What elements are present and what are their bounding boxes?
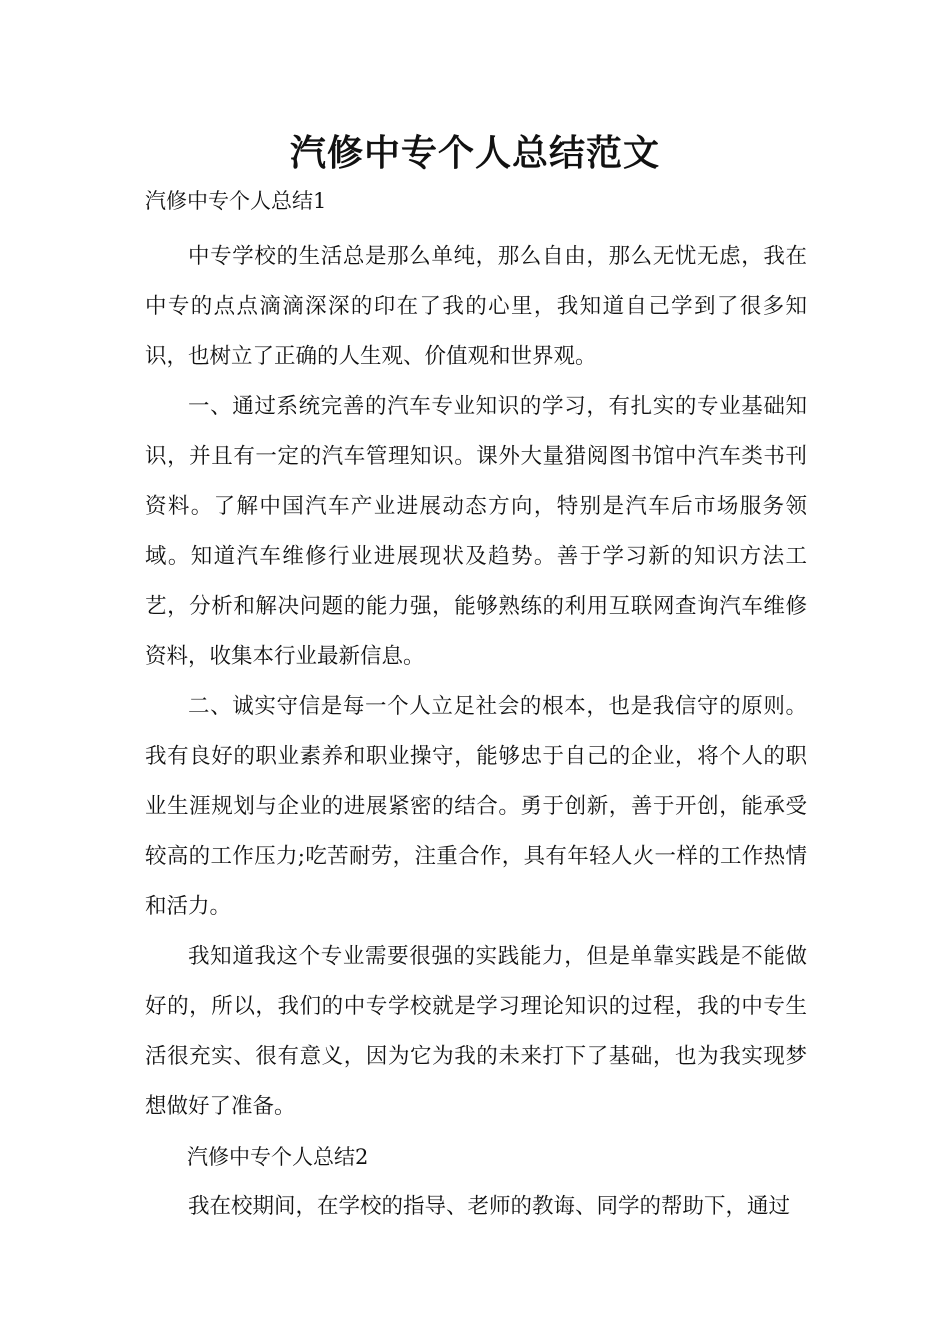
paragraph-conclusion: 我知道我这个专业需要很强的实践能力，但是单靠实践是不能做好的，所以，我们的中专学校就是学习理论知识的过程，我的中专生活很充实、很有意义，因为它为我的未来打下了基础，也为我实现梦想做好了准备。 (145, 944, 807, 1119)
section-heading-2: 汽修中专个人总结2 (187, 1145, 369, 1169)
document-body (145, 183, 807, 1232)
paragraph-section2-start: 我在校期间，在学校的指导、老师的教诲、同学的帮助下，通过 (188, 1194, 791, 1219)
paragraph-point-two: 二、诚实守信是每一个人立足社会的根本，也是我信守的原则。我有良好的职业素养和职业操守，能够忠于自己的企业，将个人的职业生涯规划与企业的进展紧密的结合。勇于创新，善于开创，能承受较高的工作压力;吃苦耐劳，注重合作，具有年轻人火一样的工作热情和活力。 (145, 694, 807, 919)
paragraph-point-one: 一、通过系统完善的汽车专业知识的学习，有扎实的专业基础知识，并且有一定的汽车管理知识。课外大量猎阅图书馆中汽车类书刊资料。了解中国汽车产业进展动态方向，特别是汽车后市场服务领域。知道汽车维修行业进展现状及趋势。善于学习新的知识方法工艺，分析和解决问题的能力强，能够熟练的利用互联网查询汽车维修资料，收集本行业最新信息。 (145, 394, 807, 669)
section-heading-1: 汽修中专个人总结1 (145, 189, 327, 213)
paragraph-intro: 中专学校的生活总是那么单纯，那么自由，那么无忧无虑，我在中专的点点滴滴深深的印在了我的心里，我知道自己学到了很多知识，也树立了正确的人生观、价值观和世界观。 (145, 244, 807, 369)
document-title: 汽修中专个人总结范文 (289, 132, 660, 174)
